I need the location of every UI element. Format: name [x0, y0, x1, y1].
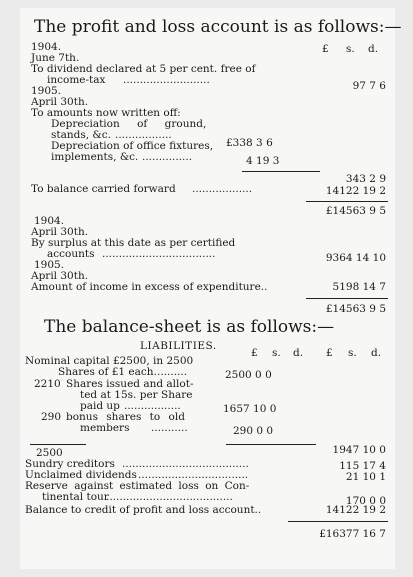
bs-liabilities-heading: LIABILITIES. [140, 340, 217, 352]
pl-dep-ground-line: stands, &c. [51, 129, 111, 141]
pl-dividend-line: To dividend declared at 5 per cent. free of [31, 63, 256, 75]
pl-dep-office-line: Depreciation of office fixtures, [51, 140, 214, 152]
bs-creditors-amount: 115 17 4 [339, 460, 386, 472]
leader-dots: .......................... [123, 74, 210, 86]
pl-date-day: April 30th. [31, 96, 89, 108]
bs-col-pence: d. [293, 347, 304, 359]
rule [226, 444, 316, 445]
pl-dep-office-line: implements, &c. [51, 151, 139, 163]
bs-capital-line: Shares of £1 each [58, 366, 154, 378]
pl-surplus-amount: 9364 14 10 [325, 252, 386, 264]
bs-balance-amount: 14122 19 2 [325, 504, 386, 516]
bs-heading: The balance-sheet is as follows:— [44, 317, 335, 337]
rule [288, 521, 388, 522]
pl-col-pence: d. [368, 43, 379, 55]
pl-date-year: 1904. [34, 215, 65, 227]
bs-col-pence: d. [371, 347, 382, 359]
pl-balance-cf: To balance carried forward [31, 183, 176, 195]
pl-date-day: April 30th. [31, 270, 89, 282]
leader-dots: ............... [142, 151, 193, 163]
pl-date-year: 1905. [31, 85, 62, 97]
bs-issued-line: Shares issued and allot- [66, 378, 194, 390]
pl-date-year: 1904. [31, 41, 62, 53]
bs-capital-amount: 2500 0 0 [225, 369, 272, 381]
pl-excess-line: Amount of income in excess of expenditure.. [31, 281, 268, 293]
bs-reserve-line: tinental tour [42, 491, 109, 503]
pl-total: £14563 9 5 [325, 303, 386, 315]
pl-dividend-amount: 97 7 6 [352, 80, 386, 92]
pl-balance-cf-amount: 14122 19 2 [325, 185, 386, 197]
pl-excess-amount: 5198 14 7 [332, 281, 386, 293]
bs-col-shillings: s. [348, 347, 357, 359]
rule [242, 171, 320, 172]
leader-dots: ................. [124, 400, 181, 412]
leader-dots: ................................. [138, 469, 249, 481]
pl-total: £14563 9 5 [325, 205, 386, 217]
bs-col-pounds: £ [251, 347, 258, 359]
bs-capital-line: Nominal capital £2500, in 2500 [25, 355, 194, 367]
leader-dots: ................. [115, 129, 172, 141]
bs-bonus-number: 290 [41, 411, 62, 423]
bs-bonus-amount: 290 0 0 [233, 425, 274, 437]
pl-dep-ground-amount: £338 3 6 [226, 137, 273, 149]
rule [30, 444, 86, 445]
bs-issued-line: ted at 15s. per Share [80, 389, 193, 401]
bs-reserve-line: Reserve against estimated loss on Con- [25, 480, 250, 492]
clipping [20, 8, 402, 569]
bs-issued-number: 2210 [34, 378, 61, 390]
bs-total: £16377 16 7 [319, 528, 386, 540]
pl-surplus-line: By surplus at this date as per certified [31, 237, 236, 249]
bs-unclaimed-amount: 21 10 1 [345, 471, 386, 483]
bs-reserve-amount: 170 0 0 [345, 495, 386, 507]
bs-balance: Balance to credit of profit and loss account.. [25, 504, 262, 516]
leader-dots: .................. [192, 183, 253, 195]
bs-col-pounds: £ [326, 347, 333, 359]
rule [306, 201, 388, 202]
bs-unclaimed: Unclaimed dividends [25, 469, 137, 481]
leader-dots: ...................................... [122, 458, 249, 470]
bs-issued-line: paid up [80, 400, 120, 412]
leader-dots: ........... [151, 422, 188, 434]
pl-dep-office-amount: 4 19 3 [246, 155, 280, 167]
pl-date-year: 1905. [34, 259, 65, 271]
leader-dots: ...................................... [106, 491, 233, 503]
pl-dep-ground-line: Depreciation of ground, [51, 118, 207, 130]
bs-bonus-line: bonus shares to old [66, 411, 185, 423]
pl-col-shillings: s. [346, 43, 355, 55]
bs-shares-total: 2500 [36, 447, 63, 459]
leader-dots: .................................. [102, 248, 216, 260]
bs-capital-total: 1947 10 0 [332, 444, 386, 456]
rule [306, 298, 388, 299]
pl-col-pounds: £ [322, 43, 329, 55]
pl-surplus-line: accounts [47, 248, 95, 260]
pl-written-off-total: 343 2 9 [345, 173, 386, 185]
pl-date-day: June 7th. [31, 52, 80, 64]
bs-creditors: Sundry creditors [25, 458, 115, 470]
bs-issued-amount: 1657 10 0 [223, 403, 277, 415]
bs-col-shillings: s. [272, 347, 281, 359]
pl-heading: The profit and loss account is as follows:— [34, 17, 402, 37]
pl-written-off: To amounts now written off: [31, 107, 181, 119]
pl-dividend-line: income-tax [47, 74, 106, 86]
leader-dots: ............ [147, 366, 188, 378]
bs-bonus-line: members [80, 422, 130, 434]
pl-date-day: April 30th. [31, 226, 89, 238]
